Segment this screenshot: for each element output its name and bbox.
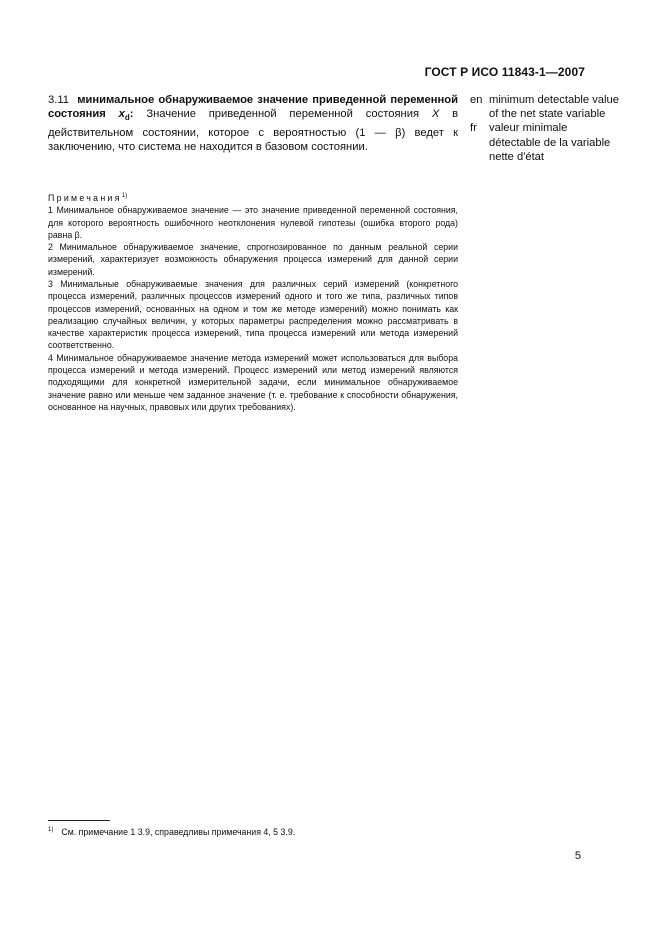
note-item: 4 Минимальное обнаруживаемое значение метода измерений может использоваться для выбора процесса измерений и метода измерений. Процесс измерений или метод измерений являются подходящими для конкретной измерительной задачи, если минимальное обнаруживаемое значение равно или меньше чем заданное значение (т. е. требование к способности обнаружения, основанное на научных, правовых или других требованиях).: [48, 352, 458, 412]
note-item: 2 Минимальное обнаруживаемое значение, спрогнозированное по данным реальной серии измерений, характеризует возможность обнаружения процесса измерений для данной серии измерений.: [48, 242, 458, 277]
equivalent-lang: en: [470, 94, 483, 106]
notes-section: [48, 190, 458, 413]
footnote-mark: 1): [48, 827, 54, 834]
language-equivalents: [470, 93, 620, 164]
page-number: 5: [574, 850, 581, 862]
note-item: 3 Минимальные обнаруживаемые значения для различных серий измерений (конкретного процесса измерений, различных процессов измерений одного и того же типа, различных типов процессов измерений, основанных на одном и том же методе измерений) можно понимать как реализацию случайных величин, у которых параметры распределения можно рассматривать в качестве характеристик процесса измерений, типа процесса измерений или метода измерений соответственно.: [48, 279, 458, 351]
notes-title: Примечания$^{1)}$: [48, 192, 128, 203]
term-symbol-subscript: d: [124, 113, 130, 123]
term-definition-variable: X: [431, 108, 440, 121]
document-header: ГОСТ Р ИСО 11843-1—2007: [424, 65, 585, 79]
note-item: 1 Минимальное обнаруживаемое значение — это значение приведенной переменной состояния, для которого вероятность ошибочного неотклонения нулевой гипотезы (ошибка второго рода) равна β.: [48, 205, 458, 240]
term-entry: 3.11 минимальное обнаруживаемое значение приведенной переменной состояния $x_d$: Значение приведенной переменной состояния X в действительном состоянии, которое с вероятностью (1 — β) ведет к заключению, что система не находится в базовом состоянии.: [48, 94, 459, 154]
term-symbol: x: [118, 108, 125, 121]
term-number: 3.11: [48, 94, 69, 106]
term-definition-part2: в действительном состоянии, которое с вероятностью (1 — β) ведет к заключению, что система не находится в базовом состоянии.: [48, 108, 459, 154]
term-title: минимальное обнаруживаемое значение приведенной переменной состояния: [48, 94, 459, 121]
notes-title-footnote-mark: 1): [121, 193, 128, 199]
footnote: [48, 827, 295, 837]
equivalent-text: minimum detectable value of the net state variable: [489, 94, 619, 121]
term-definition-part1: Значение приведенной переменной состояния: [146, 108, 419, 121]
equivalent-lang: fr: [470, 122, 477, 135]
footnote-divider: [48, 820, 110, 821]
equivalent-text: valeur minimale détectable de la variable nette d'état: [489, 122, 611, 163]
equivalent-fr: [470, 121, 620, 164]
equivalent-en: [470, 93, 620, 121]
footnote-text: См. примечание 1 3.9, справедливы примечания 4, 5 3.9.: [61, 827, 296, 837]
